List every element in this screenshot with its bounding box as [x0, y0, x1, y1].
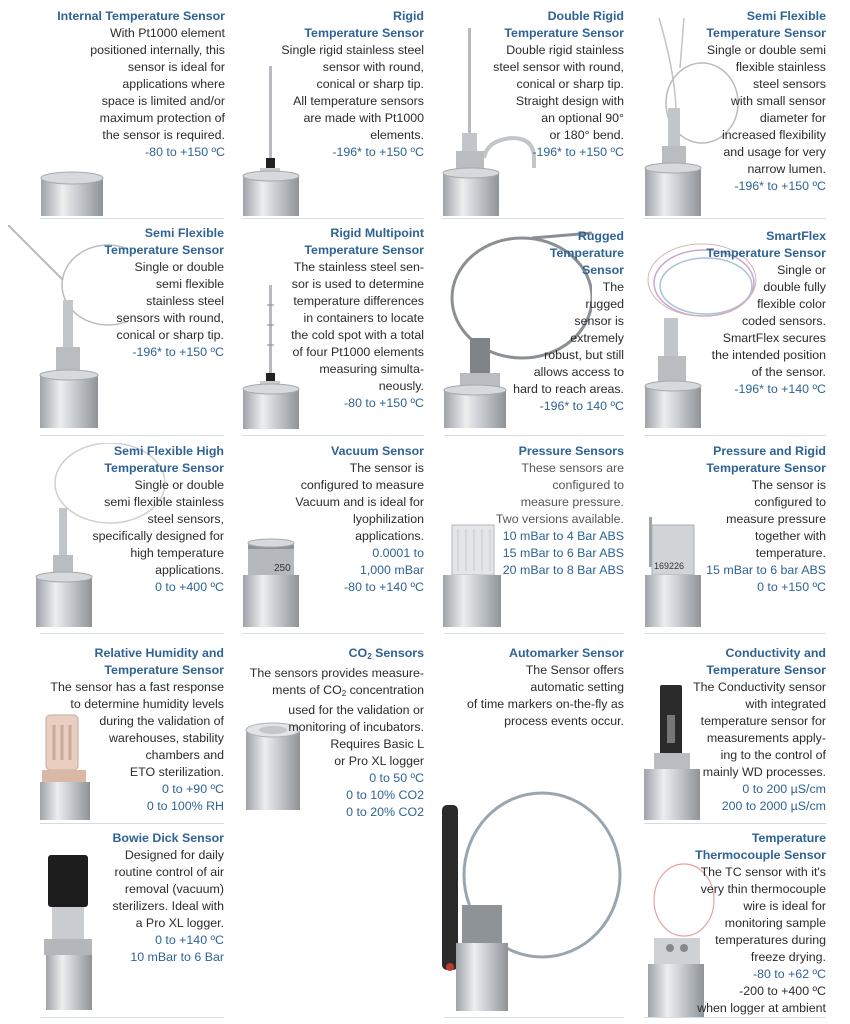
divider: [444, 435, 624, 436]
card-description: Designed for daily routine control of air removal (vacuum) sterilizers. Ideal with a Pro XL logger.: [112, 848, 224, 930]
divider: [242, 435, 424, 436]
card-range: -80 to +150 ºC: [145, 145, 225, 159]
card-title: Rugged Temperature Sensor: [549, 229, 624, 277]
card-range: 0 to +90 ºC: [161, 782, 224, 796]
divider: [40, 633, 224, 634]
card-range: 20 mBar to 8 Bar ABS: [502, 563, 624, 577]
card-range: 0.0001 to: [372, 546, 424, 560]
card-description: The sensor has a fast response to determine humidity levels during the validation of warehouses, stability chambers and ETO sterilization.: [50, 680, 224, 779]
card-description: Single rigid stainless steel sensor with round, conical or sharp tip. All temperature sensors are made with Pt1000 elements.: [281, 43, 424, 142]
card-title: Relative Humidity and Temperature Sensor: [94, 646, 224, 677]
card-semi-flex-high: [35, 443, 224, 628]
divider: [40, 823, 224, 824]
card-range: 0 to 200 µS/cm: [742, 782, 826, 796]
card-range: 200 to 2000 µS/cm: [721, 799, 826, 813]
divider: [40, 1017, 224, 1018]
card-conductivity: [644, 645, 826, 820]
card-humidity: [40, 645, 224, 820]
card-description: Single or double semi flexible stainless steel sensors with round, conical or sharp tip.: [116, 260, 224, 342]
card-description: used for the validation or monitoring of incubators. Requires Basic L or Pro XL logger: [288, 703, 424, 768]
card-title: Pressure and Rigid Temperature Sensor: [706, 444, 826, 475]
divider: [644, 435, 826, 436]
card-vacuum: [242, 443, 424, 628]
card-description: These sensors are configured to measure pressure. Two versions available.: [495, 461, 624, 526]
card-semi-flex-1: [644, 8, 826, 218]
card-title: Rigid Temperature Sensor: [304, 9, 424, 40]
divider: [242, 633, 424, 634]
divider: [40, 218, 224, 219]
card-pressure: [442, 443, 624, 628]
card-title: Double Rigid Temperature Sensor: [504, 9, 624, 40]
card-internal: [40, 8, 225, 218]
card-title: Rigid Multipoint Temperature Sensor: [304, 226, 424, 257]
divider: [442, 218, 624, 219]
card-range: 0 to +140 ºC: [155, 933, 224, 947]
card-title: Semi Flexible Temperature Sensor: [706, 9, 826, 40]
divider: [40, 435, 224, 436]
card-range: -196* to +150 ºC: [332, 145, 424, 159]
divider: [242, 218, 424, 219]
card-co2: [242, 645, 424, 820]
card-range: 0 to 50 ºC: [369, 771, 424, 785]
card-range: -80 to +150 ºC: [344, 396, 424, 410]
card-range: 0 to +400 ºC: [155, 580, 224, 594]
card-title: Semi Flexible Temperature Sensor: [104, 226, 224, 257]
card-title: $CO_2$ Sensors: [348, 646, 424, 661]
card-description: The sensor is configured to measure Vacuum and is ideal for lyophilization applications.: [295, 461, 424, 543]
card-range: 10 mBar to 6 Bar: [130, 950, 224, 964]
card-title: Conductivity and Temperature Sensor: [706, 646, 826, 677]
card-title: Internal Temperature Sensor: [57, 9, 225, 23]
card-range: 15 mBar to 6 Bar ABS: [502, 546, 624, 560]
card-range: 15 mBar to 6 bar ABS: [706, 563, 826, 577]
card-smartflex: [644, 228, 826, 428]
card-title: Automarker Sensor: [509, 646, 624, 660]
card-description: The Sensor offers automatic setting of time markers on-the-fly as process events occur.: [467, 663, 624, 728]
card-description: Single or double semi flexible stainless steel sensors with small sensor diameter for increased flexibility and usage for very narrow lumen.: [706, 43, 826, 176]
divider: [644, 823, 826, 824]
divider: [644, 1017, 826, 1018]
divider: [644, 633, 826, 634]
card-description: The TC sensor with it's very thin thermocouple wire is ideal for monitoring sample temperatures during freeze drying.: [700, 865, 826, 964]
card-thermocouple: [644, 830, 826, 1020]
card-description: Single or double fully flexible color coded sensors. SmartFlex secures the intended position of the sensor.: [711, 263, 826, 379]
card-double-rigid: [442, 8, 624, 218]
card-title: SmartFlex Temperature Sensor: [706, 229, 826, 260]
card-title: Semi Flexible High Temperature Sensor: [104, 444, 224, 475]
card-description: The sensor is configured to measure pressure together with temperature.: [726, 478, 826, 560]
svg-text:250: 250: [274, 563, 291, 574]
card-range: -196* to +150 ºC: [532, 145, 624, 159]
divider: [644, 218, 826, 219]
card-title: Pressure Sensors: [518, 444, 624, 458]
card-description: Single or double semi flexible stainless steel sensors, specifically designed for high temperature applications.: [92, 478, 224, 577]
card-rugged: [442, 228, 624, 428]
card-description: The rugged sensor is extremely robust, but still allows access to hard to reach areas.: [513, 280, 624, 396]
card-description: The Conductivity sensor with integrated temperature sensor for measurements apply- ing to the control of mainly WD processes.: [693, 680, 826, 779]
card-pressure-rigid: [644, 443, 826, 628]
card-multipoint: [242, 225, 424, 430]
card-semi-flex-2: [8, 225, 224, 430]
card-range: -196* to 140 ºC: [539, 399, 624, 413]
card-title: Bowie Dick Sensor: [112, 831, 224, 845]
card-bowie-dick: [40, 830, 224, 1010]
card-range: -196* to +150 ºC: [734, 179, 826, 193]
card-range: 0 to 20% CO2: [346, 805, 424, 819]
card-range: -80 to +62 ºC: [752, 967, 826, 981]
divider: [444, 633, 624, 634]
card-rigid: [242, 8, 424, 218]
card-automarker: [442, 645, 624, 1015]
divider: [444, 1017, 624, 1018]
card-range: 10 mBar to 4 Bar ABS: [502, 529, 624, 543]
card-range: -80 to +140 ºC: [344, 580, 424, 594]
card-note: -200 to +400 ºC when logger at ambient: [697, 984, 826, 1015]
card-title: Vacuum Sensor: [331, 444, 424, 458]
card-description: The stainless steel sen- sor is used to determine temperature differences in containers to locate the cold spot with a total of four Pt1000 elements measuring simulta- neously.: [291, 260, 424, 393]
card-title: Temperature Thermocouple Sensor: [695, 831, 826, 862]
svg-text:169226: 169226: [654, 561, 685, 571]
card-range: 0 to 100% RH: [146, 799, 224, 813]
card-description: Double rigid stainless steel sensor with round, conical or sharp tip. Straight design with an optional 90° or 180° bend.: [493, 43, 624, 142]
card-range: -196* to +140 ºC: [734, 382, 826, 396]
card-range: -196* to +150 ºC: [132, 345, 224, 359]
card-description: With Pt1000 element positioned internally, this sensor is ideal for applications where space is limited and/or maximum protection of the sensor is required.: [90, 26, 225, 142]
card-range: 1,000 mBar: [359, 563, 424, 577]
card-range: 0 to 10% CO2: [346, 788, 424, 802]
card-description: The sensors provides measure- ments of $CO_2$ concentration: [249, 666, 424, 698]
card-range: 0 to +150 ºC: [757, 580, 826, 594]
